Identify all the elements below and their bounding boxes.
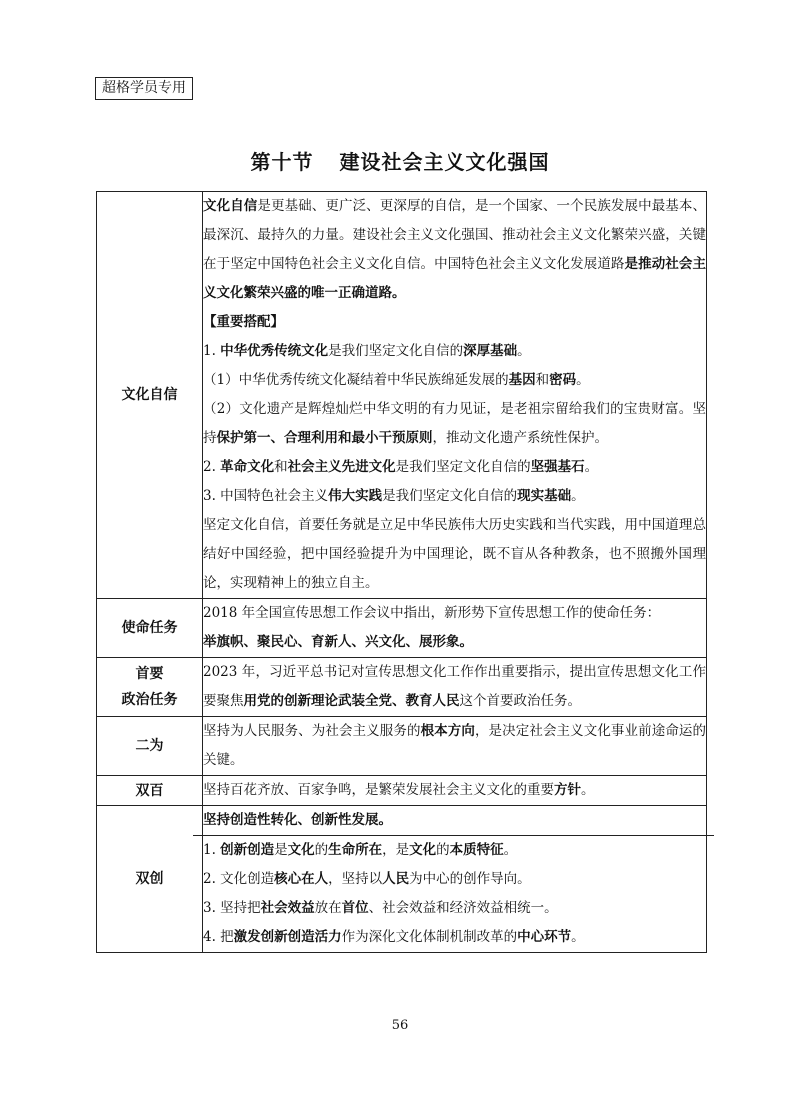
paragraph: 2. 文化创造核心在人，坚持以人民为中心的创作导向。 [203,871,531,887]
page-number: 56 [391,1018,409,1033]
row-body-shuangbai [203,776,707,806]
table-row [97,776,707,806]
paragraph: 举旗帜、聚民心、育新人、兴文化、展形象。 [203,634,473,650]
paragraph: 1. 中华优秀传统文化是我们坚定文化自信的深厚基础。 [203,343,531,359]
content-table [96,191,707,953]
row-head-erwei: 二为 [97,717,203,776]
row-head-shuangbai: 双百 [97,776,203,806]
table-row [97,806,707,953]
row-head-shuangchuang: 双创 [97,806,203,953]
table-row [97,658,707,717]
row-head-shouyao-zhengzhi-renwu: 首要 政治任务 [97,658,203,717]
paragraph: 文化自信是更基础、更广泛、更深厚的自信，是一个国家、一个民族发展中最基本、最深沉、最持久的力量。建设社会主义文化强国、推动社会主义文化繁荣兴盛，关键在于坚定中国特色社会主义文化自信。中国特色社会主义文化发展道路是推动社会主义文化繁荣兴盛的唯一正确道路。 [203,198,707,301]
paragraph: 2. 革命文化和社会主义先进文化是我们坚定文化自信的坚强基石。 [203,459,599,475]
row-body-shuangchuang [203,806,707,953]
row-head-shiming-renwu: 使命任务 [97,599,203,658]
paragraph: （2）文化遗产是辉煌灿烂中华文明的有力见证，是老祖宗留给我们的宝贵财富。坚持保护第一、合理利用和最小干预原则，推动文化遗产系统性保护。 [203,401,706,446]
paragraph: 坚持创造性转化、创新性发展。 [203,812,392,828]
row-head-wenhua-zixin: 文化自信 [97,192,203,599]
section-name: 建设社会主义文化强国 [339,150,550,174]
paragraph: 2018 年全国宣传思想工作会议中指出，新形势下宣传思想工作的使命任务： [203,605,661,621]
row-body-erwei [203,717,707,776]
paragraph: 2023 年，习近平总书记对宣传思想文化工作作出重要指示，提出宣传思想文化工作要聚焦用党的创新理论武装全党、教育人民这个首要政治任务。 [203,664,706,709]
table-row [97,599,707,658]
row-body-shiming-renwu [203,599,707,658]
section-number: 第十节 [250,150,314,174]
section-title [0,146,800,175]
paragraph: 坚持为人民服务、为社会主义服务的根本方向，是决定社会主义文化事业前途命运的关键。 [203,723,707,768]
paragraph: 4. 把激发创新创造活力作为深化文化体制机制改革的中心环节。 [203,929,585,945]
key-pairings-label: 【重要搭配】 [203,314,284,330]
paragraph: （1）中华优秀传统文化凝结着中华民族绵延发展的基因和密码。 [203,372,590,388]
row-body-shouyao-zhengzhi-renwu [203,658,707,717]
row-body-wenhua-zixin [203,192,707,599]
sub-section [193,835,714,952]
paragraph: 1. 创新创造是文化的生命所在，是文化的本质特征。 [203,842,518,858]
table-row [97,192,707,599]
exclusive-tag: 超格学员专用 [95,77,193,100]
table-row [97,717,707,776]
paragraph: 3. 坚持把社会效益放在首位、社会效益和经济效益相统一。 [203,900,558,916]
paragraph: 坚持百花齐放、百家争鸣，是繁荣发展社会主义文化的重要方针。 [203,782,595,798]
paragraph: 坚定文化自信，首要任务就是立足中华民族伟大历史实践和当代实践，用中国道理总结好中国经验，把中国经验提升为中国理论，既不盲从各种教条，也不照搬外国理论，实现精神上的独立自主。 [203,517,706,591]
paragraph: 3. 中国特色社会主义伟大实践是我们坚定文化自信的现实基础。 [203,488,585,504]
